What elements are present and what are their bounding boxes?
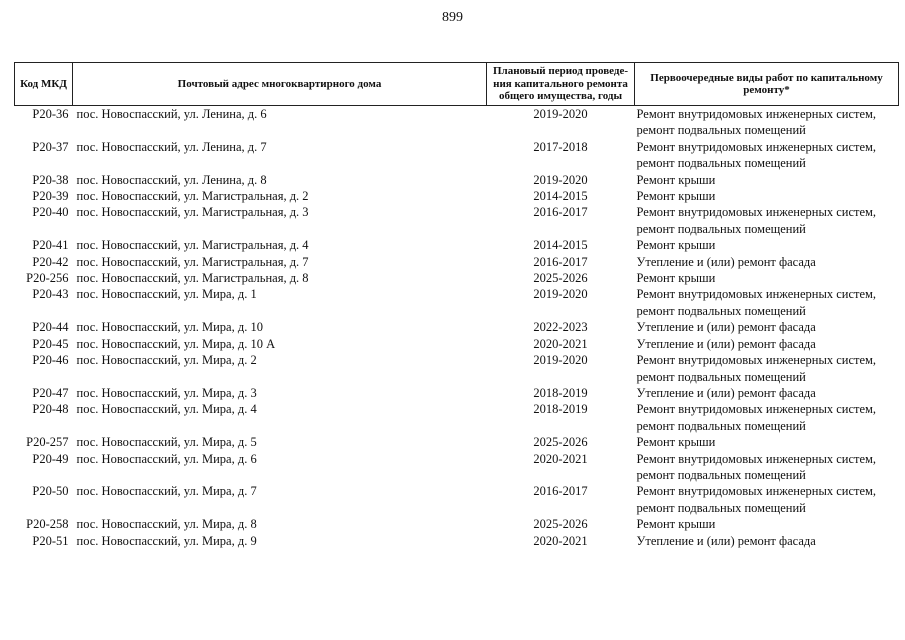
page-number: 899 [442, 10, 463, 25]
table-row [15, 188, 899, 204]
table-row [15, 401, 899, 434]
cell-works [635, 204, 899, 237]
works-line: Ремонт крыши [636, 271, 716, 286]
cell-address: пос. Новоспасский, ул. Мира, д. 2 [76, 353, 257, 368]
cell-address: пос. Новоспасский, ул. Мира, д. 10 А [76, 336, 276, 351]
works-line: ремонт подвальных помещений [636, 500, 806, 515]
cell-period: 2022-2023 [533, 320, 588, 335]
cell-period: 2025-2026 [533, 435, 588, 450]
cell-address: пос. Новоспасский, ул. Мира, д. 8 [76, 517, 257, 532]
cell-address: пос. Новоспасский, ул. Магистральная, д. 7 [76, 254, 309, 269]
cell-period: 2020-2021 [533, 533, 588, 548]
cell-code: P20-41 [32, 238, 69, 253]
cell-address: пос. Новоспасский, ул. Магистральная, д. 8 [76, 271, 309, 286]
cell-period: 2017-2018 [533, 139, 588, 154]
cell-address: пос. Новоспасский, ул. Мира, д. 1 [76, 287, 257, 302]
table-row [15, 434, 899, 450]
cell-works [635, 254, 899, 270]
works-line: Ремонт крыши [636, 172, 716, 187]
table-row [15, 451, 899, 484]
works-line: Утепление и (или) ремонт фасада [636, 320, 816, 335]
cell-code: P20-49 [32, 451, 69, 466]
works-line: Утепление и (или) ремонт фасада [636, 385, 816, 400]
works-line: ремонт подвальных помещений [636, 369, 806, 384]
works-line: Утепление и (или) ремонт фасада [636, 336, 816, 351]
cell-address: пос. Новоспасский, ул. Мира, д. 7 [76, 484, 257, 499]
cell-code: P20-42 [32, 254, 69, 269]
works-line: Ремонт внутридомовых инженерных систем, [636, 353, 877, 368]
cell-period: 2016-2017 [533, 484, 588, 499]
cell-period: 2019-2020 [533, 353, 588, 368]
table-row [15, 172, 899, 188]
works-line: ремонт подвальных помещений [636, 123, 806, 138]
cell-code: P20-44 [32, 320, 69, 335]
cell-works [635, 270, 899, 286]
cell-address: пос. Новоспасский, ул. Магистральная, д. 4 [76, 238, 309, 253]
works-line: ремонт подвальных помещений [636, 156, 806, 171]
table-row [15, 336, 899, 352]
table-row [15, 270, 899, 286]
cell-address: пос. Новоспасский, ул. Ленина, д. 8 [76, 172, 267, 187]
table-row [15, 352, 899, 385]
cell-works [635, 237, 899, 253]
cell-address: пос. Новоспасский, ул. Мира, д. 3 [76, 385, 257, 400]
table-row [15, 319, 899, 335]
cell-works [635, 106, 899, 139]
cell-address: пос. Новоспасский, ул. Магистральная, д. 2 [76, 189, 309, 204]
works-line: Утепление и (или) ремонт фасада [636, 254, 816, 269]
table-row [15, 516, 899, 532]
cell-works [635, 172, 899, 188]
cell-period: 2019-2020 [533, 107, 588, 121]
cell-works [635, 451, 899, 484]
cell-works [635, 352, 899, 385]
table-row [15, 204, 899, 237]
cell-address: пос. Новоспасский, ул. Мира, д. 9 [76, 533, 257, 548]
cell-period: 2014-2015 [533, 238, 588, 253]
cell-address: пос. Новоспасский, ул. Ленина, д. 7 [76, 139, 267, 154]
table-row [15, 286, 899, 319]
cell-code: P20-50 [32, 484, 69, 499]
cell-works [635, 385, 899, 401]
cell-code: P20-51 [32, 533, 69, 548]
cell-period: 2020-2021 [533, 336, 588, 351]
table-header [15, 63, 899, 106]
cell-works [635, 483, 899, 516]
cell-code: P20-37 [32, 139, 69, 154]
cell-period: 2020-2021 [533, 451, 588, 466]
cell-works [635, 139, 899, 172]
works-line: Ремонт крыши [636, 435, 716, 450]
table-body [15, 106, 899, 549]
cell-code: P20-47 [32, 385, 69, 400]
works-line: ремонт подвальных помещений [636, 467, 806, 482]
header-row [15, 63, 899, 106]
cell-works [635, 286, 899, 319]
table-row [15, 483, 899, 516]
table-row [15, 385, 899, 401]
table-row [15, 237, 899, 253]
cell-code: P20-39 [32, 189, 69, 204]
works-line: ремонт подвальных помещений [636, 303, 806, 318]
cell-code: P20-48 [32, 402, 69, 417]
cell-address: пос. Новоспасский, ул. Мира, д. 5 [76, 435, 257, 450]
cell-address: пос. Новоспасский, ул. Магистральная, д. 3 [76, 205, 309, 220]
cell-period: 2018-2019 [533, 385, 588, 400]
header-works: Первоочередные виды работ по капитальному ремонту* [635, 63, 899, 106]
cell-period: 2019-2020 [533, 287, 588, 302]
repair-registry-table [14, 62, 899, 549]
cell-works [635, 401, 899, 434]
works-line: Ремонт внутридомовых инженерных систем, [636, 451, 877, 466]
works-line: Ремонт внутридомовых инженерных систем, [636, 402, 877, 417]
works-line: Ремонт внутридомовых инженерных систем, [636, 107, 877, 121]
table-row [15, 106, 899, 139]
cell-period: 2016-2017 [533, 254, 588, 269]
cell-period: 2016-2017 [533, 205, 588, 220]
cell-period: 2014-2015 [533, 189, 588, 204]
cell-code: P20-258 [26, 517, 69, 532]
header-code: Код МКД [15, 63, 73, 106]
cell-code: P20-40 [32, 205, 69, 220]
works-line: Ремонт внутридомовых инженерных систем, [636, 287, 877, 302]
table-row [15, 139, 899, 172]
cell-period: 2019-2020 [533, 172, 588, 187]
works-line: Утепление и (или) ремонт фасада [636, 533, 816, 548]
cell-address: пос. Новоспасский, ул. Мира, д. 10 [76, 320, 263, 335]
works-line: Ремонт крыши [636, 189, 716, 204]
header-address: Почтовый адрес многоквартирного дома [73, 63, 487, 106]
cell-code: P20-257 [26, 435, 69, 450]
cell-code: P20-38 [32, 172, 69, 187]
works-line: Ремонт крыши [636, 517, 716, 532]
cell-works [635, 336, 899, 352]
cell-works [635, 188, 899, 204]
works-line: Ремонт крыши [636, 238, 716, 253]
works-line: ремонт подвальных помещений [636, 418, 806, 433]
cell-code: P20-36 [32, 107, 69, 121]
cell-address: пос. Новоспасский, ул. Ленина, д. 6 [76, 107, 267, 121]
cell-works [635, 319, 899, 335]
cell-address: пос. Новоспасский, ул. Мира, д. 6 [76, 451, 257, 466]
cell-code: P20-46 [32, 353, 69, 368]
cell-works [635, 434, 899, 450]
table-row [15, 533, 899, 549]
cell-period: 2025-2026 [533, 517, 588, 532]
cell-period: 2025-2026 [533, 271, 588, 286]
cell-code: P20-43 [32, 287, 69, 302]
works-line: Ремонт внутридомовых инженерных систем, [636, 484, 877, 499]
works-line: ремонт подвальных помещений [636, 221, 806, 236]
works-line: Ремонт внутридомовых инженерных систем, [636, 139, 877, 154]
cell-address: пос. Новоспасский, ул. Мира, д. 4 [76, 402, 257, 417]
cell-works [635, 516, 899, 532]
works-line: Ремонт внутридомовых инженерных систем, [636, 205, 877, 220]
header-period: Плановый период проведе-ния капитального ремонта общего имущества, годы [487, 63, 635, 106]
cell-code: P20-45 [32, 336, 69, 351]
cell-code: P20-256 [26, 271, 69, 286]
cell-period: 2018-2019 [533, 402, 588, 417]
cell-works [635, 533, 899, 549]
table-row [15, 254, 899, 270]
